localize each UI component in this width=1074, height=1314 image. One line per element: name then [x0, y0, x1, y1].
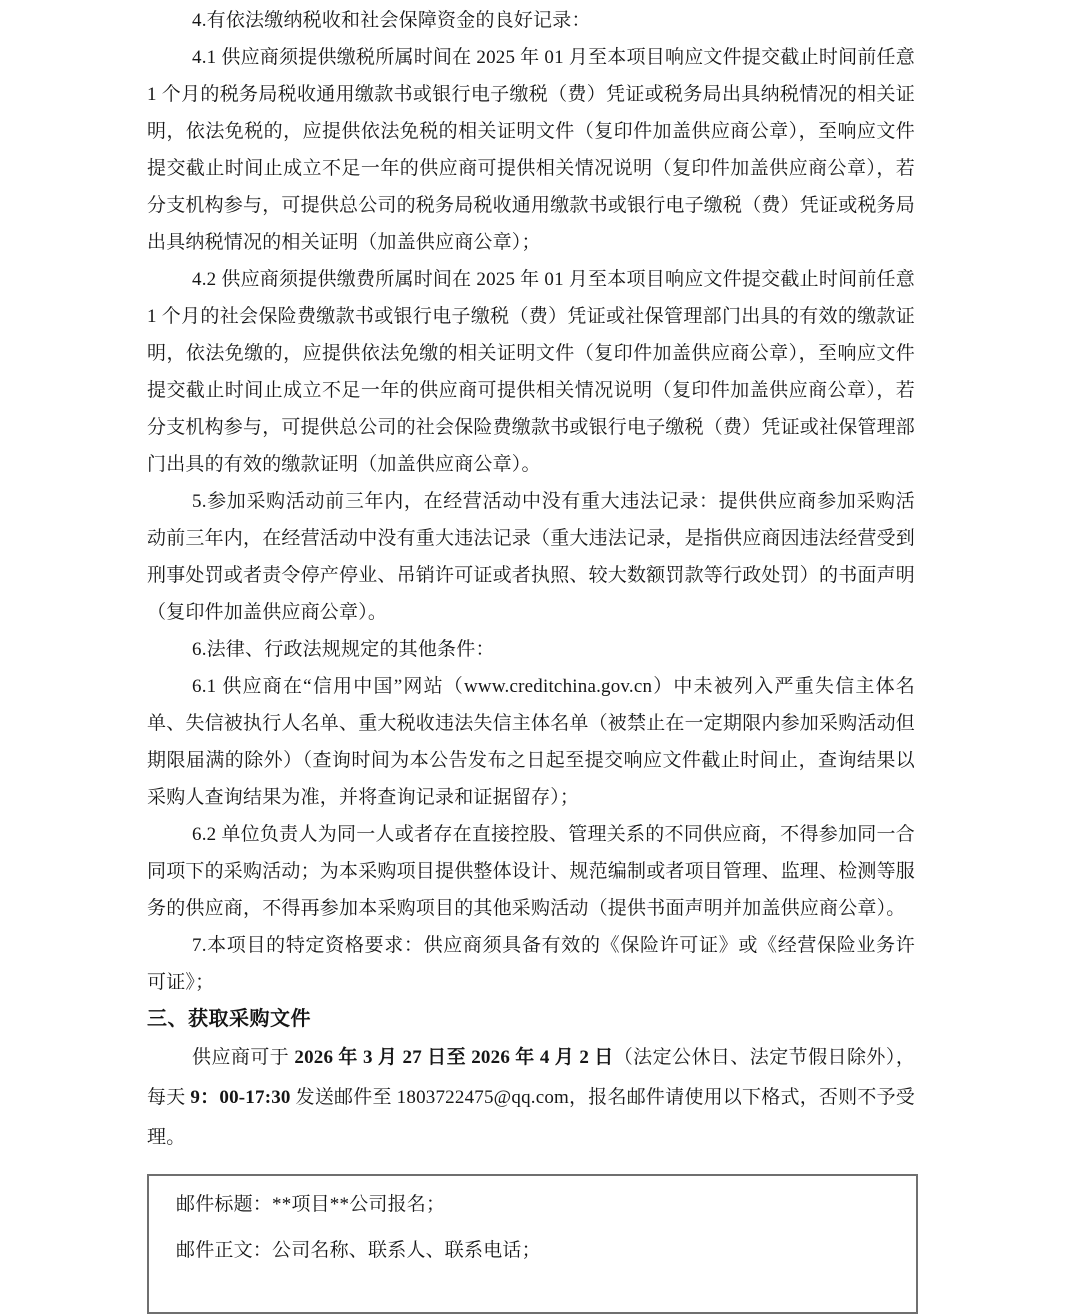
- section-3-heading: 三、获取采购文件: [147, 1008, 311, 1030]
- clause-4-1: 4.1 供应商须提供缴税所属时间在 2025 年 01 月至本项目响应文件提交截止时间前任意 1 个月的税务局税收通用缴款书或银行电子缴税（费）凭证或税务局出具纳税情况的相关证明，依法免税的，应提供依法免税的相关证明文件（复印件加盖供应商公章），至响应文件提交截止时间止成立不足一年的供应商可提供相关情况说明（复印件加盖供应商公章），若分支机构参与，可提供总公司的税务局税收通用缴款书或银行电子缴税（费）凭证或税务局出具纳税情况的相关证明（加盖供应商公章）；: [147, 47, 916, 253]
- document-body: [147, 0, 915, 1314]
- clause-4-intro: 4.有依法缴纳税收和社会保障资金的良好记录：: [192, 10, 591, 31]
- clause-5: 5.参加采购活动前三年内，在经营活动中没有重大违法记录：提供供应商参加采购活动前三年内，在经营活动中没有重大违法记录（重大违法记录，是指供应商因违法经营受到刑事处罚或者责令停产停业、吊销许可证或者执照、较大数额罚款等行政处罚）的书面声明（复印件加盖供应商公章）。: [147, 491, 916, 623]
- mail-subject-line: 邮件标题：**项目**公司报名；: [176, 1194, 446, 1215]
- clause-4-2: 4.2 供应商须提供缴费所属时间在 2025 年 01 月至本项目响应文件提交截止时间前任意 1 个月的社会保险费缴款书或银行电子缴税（费）凭证或社保管理部门出具的有效的缴款证明，依法免缴的，应提供依法免缴的相关证明文件（复印件加盖供应商公章），至响应文件提交截止时间止成立不足一年的供应商可提供相关情况说明（复印件加盖供应商公章），若分支机构参与，可提供总公司的社会保险费缴款书或银行电子缴税（费）凭证或社保管理部门出具的有效的缴款证明（加盖供应商公章）。: [147, 269, 916, 475]
- mail-format-box: [147, 1174, 918, 1314]
- obtain-time-range: 9：00-17:30: [190, 1087, 291, 1108]
- obtain-lead-text: 供应商可于: [192, 1047, 295, 1068]
- clause-7: 7.本项目的特定资格要求：供应商须具备有效的《保险许可证》或《经营保险业务许可证》；: [147, 935, 915, 993]
- mail-body-line: 邮件正文：公司名称、联系人、联系电话；: [176, 1240, 541, 1261]
- clause-6-1: 6.1 供应商在“信用中国”网站（www.creditchina.gov.cn）中未被列入严重失信主体名单、失信被执行人名单、重大税收违法失信主体名单（被禁止在一定期限内参加采购活动但期限届满的除外）（查询时间为本公告发布之日起至提交响应文件截止时间止，查询结果以采购人查询结果为准，并将查询记录和证据留存）；: [147, 676, 916, 808]
- obtain-documents-paragraph: [147, 1038, 915, 1158]
- clause-6-intro: 6.法律、行政法规规定的其他条件：: [192, 639, 495, 660]
- obtain-email-instructions: 发送邮件至 1803722475@qq.com，报名邮件请使用以下格式，否则不予受理。: [147, 1087, 915, 1148]
- obtain-holiday-note: （法定公休日、法定节假日除外），每天: [147, 1047, 916, 1108]
- obtain-date-range: 2026 年 3 月 27 日至 2026 年 4 月 2 日: [294, 1047, 614, 1068]
- clause-6-2: 6.2 单位负责人为同一人或者存在直接控股、管理关系的不同供应商，不得参加同一合同项下的采购活动；为本采购项目提供整体设计、规范编制或者项目管理、监理、检测等服务的供应商，不得再参加本采购项目的其他采购活动（提供书面声明并加盖供应商公章）。: [147, 824, 916, 919]
